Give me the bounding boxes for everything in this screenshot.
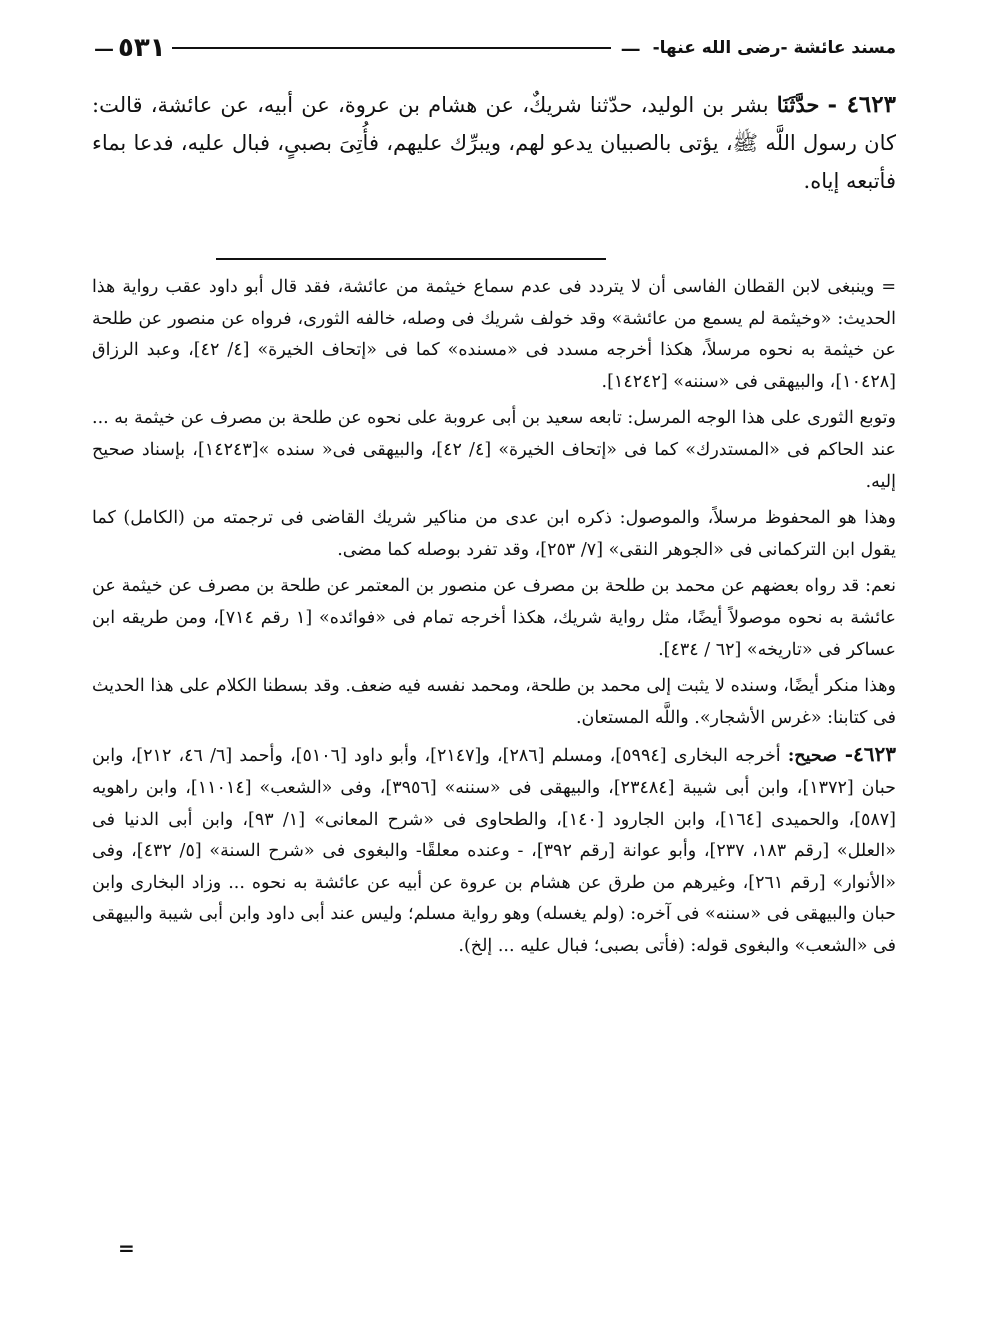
header-title: مسند عائشة -رضى الله عنها-	[652, 38, 896, 58]
footnote-paragraph-1: = وينبغى لابن القطان الفاسى أن لا يتردد فى عدم سماع خيثمة من عائشة، فقد قال أبو داود عقب رواية هذا الحديث: «وخيثمة لم يسمع من عائشة» وقد خولف شريك فى وصله، خالفه الثورى، فرواه عن منصور عن طلحة عن خيثمة به نحوه مرسلاً، هكذا أخرجه مسدد فى «مسنده» كما فى «إتحاف الخيرة» [٤/ ٤٢]، وعبد الرزاق [١٠٤٢٨]، والبيهقى فى «سننه» [١٤٢٤٢].	[92, 277, 896, 392]
footnote-paragraph-2: وتوبع الثورى على هذا الوجه المرسل: تابعه سعيد بن أبى عروبة على نحوه عن طلحة بن مصرف عن خيثمة به ... عند الحاكم فى «المستدرك» كما فى «إتحاف الخيرة» [٤/ ٤٢]، والبيهقى فى« سنده »[١٤٢٤٣]، بإسناد صحيح إليه.	[92, 408, 897, 492]
grade-label: صحيح:	[787, 746, 845, 767]
running-header	[90, 28, 896, 68]
header-dash-right: —	[620, 36, 641, 60]
continuation-mark: =	[118, 1236, 135, 1260]
header-rule	[172, 47, 611, 49]
hadith-body: بشر بن الوليد، حدّثنا شريكٌ، عن هشام بن عروة، عن أبيه، عن عائشة، قالت: كان رسول اللَّه ﷺ، يؤتى بالصبيان يدعو لهم، ويبرِّك عليهم، فأُتِىَ بصبىٍ، فبال عليه، فدعا بماء فأتبعه إياه.	[92, 93, 896, 193]
footnote-paragraph-3: وهذا هو المحفوظ مرسلاً، والموصول: ذكره ابن عدى من مناكير شريك القاضى فى ترجمته من (الكامل) كما يقول ابن التركمانى فى «الجوهر النقى» [٧/ ٢٥٣]، وقد تفرد بوصله كما مضى.	[92, 508, 896, 560]
hadith-number: ٤٦٢٣ -	[827, 91, 896, 118]
footnote-separator	[216, 258, 606, 260]
footnote-paragraph-6	[92, 739, 896, 962]
footnotes	[92, 272, 896, 967]
footnote-paragraph-4: نعم: قد رواه بعضهم عن محمد بن طلحة بن مصرف عن منصور بن المعتمر عن طلحة بن مصرف عن خيثمة عن عائشة به نحوه موصولاً أيضًا، مثل رواية شريك، هكذا أخرجه تمام فى «فوائده» [١ رقم ٧١٤]، ومن طريقه ابن عساكر فى «تاريخه» [٦٢ / ٤٣٤].	[92, 576, 896, 660]
footnote-paragraph-5: وهذا منكر أيضًا، وسنده لا يثبت إلى محمد بن طلحة، ومحمد نفسه فيه ضعف. وقد بسطنا الكلام على هذا الحديث فى كتابنا: «غرس الأشجار». واللَّه المستعان.	[92, 676, 896, 728]
hadith-text	[92, 86, 896, 200]
page-number: ٥٣١	[118, 33, 166, 63]
takhrij-text: أخرجه البخارى [٥٩٩٤]، ومسلم [٢٨٦]، و[٢١٤٧]، وأبو داود [٥١٠٦]، وأحمد [٦/ ٤٦، ٢١٢]، وابن حبان [١٣٧٢]، وابن أبى شيبة [٢٣٤٨٤]، والبيهقى فى «سننه» [٣٩٥٦]، وفى «الشعب» [١١٠١٤]، وابن راهويه [٥٨٧]، والحميدى [١٦٤]، وابن الجارود [١٤٠]، والطحاوى فى «شرح المعانى» [١/ ٩٣]، وابن أبى الدنيا فى «العلل» [رقم ١٨٣، ٢٣٧]، وأبو عوانة [رقم ٣٩٢]، - وعنده معلقًا- والبغوى فى «شرح السنة» [٥/ ٤٣٢]، وفى «الأنوار» [رقم ٢٦١]، وغيرهم من طرق عن هشام بن عروة عن أبيه عن عائشة به نحوه ... وزاد البخارى وابن حبان والبيهقى فى «سننه» فى آخره: (ولم يغسله) وهو رواية مسلم؛ وليس عند أبى داود وابن أبى شيبة والبيهقى فى «الشعب» والبغوى قوله: (فأتى بصبى؛ فبال عليه ... إلخ).	[92, 746, 896, 956]
header-dash-left: —	[94, 36, 114, 60]
hadith-opening: حدَّثَنَا	[776, 92, 820, 117]
footnote-hadith-number: ٤٦٢٣-	[844, 742, 896, 767]
